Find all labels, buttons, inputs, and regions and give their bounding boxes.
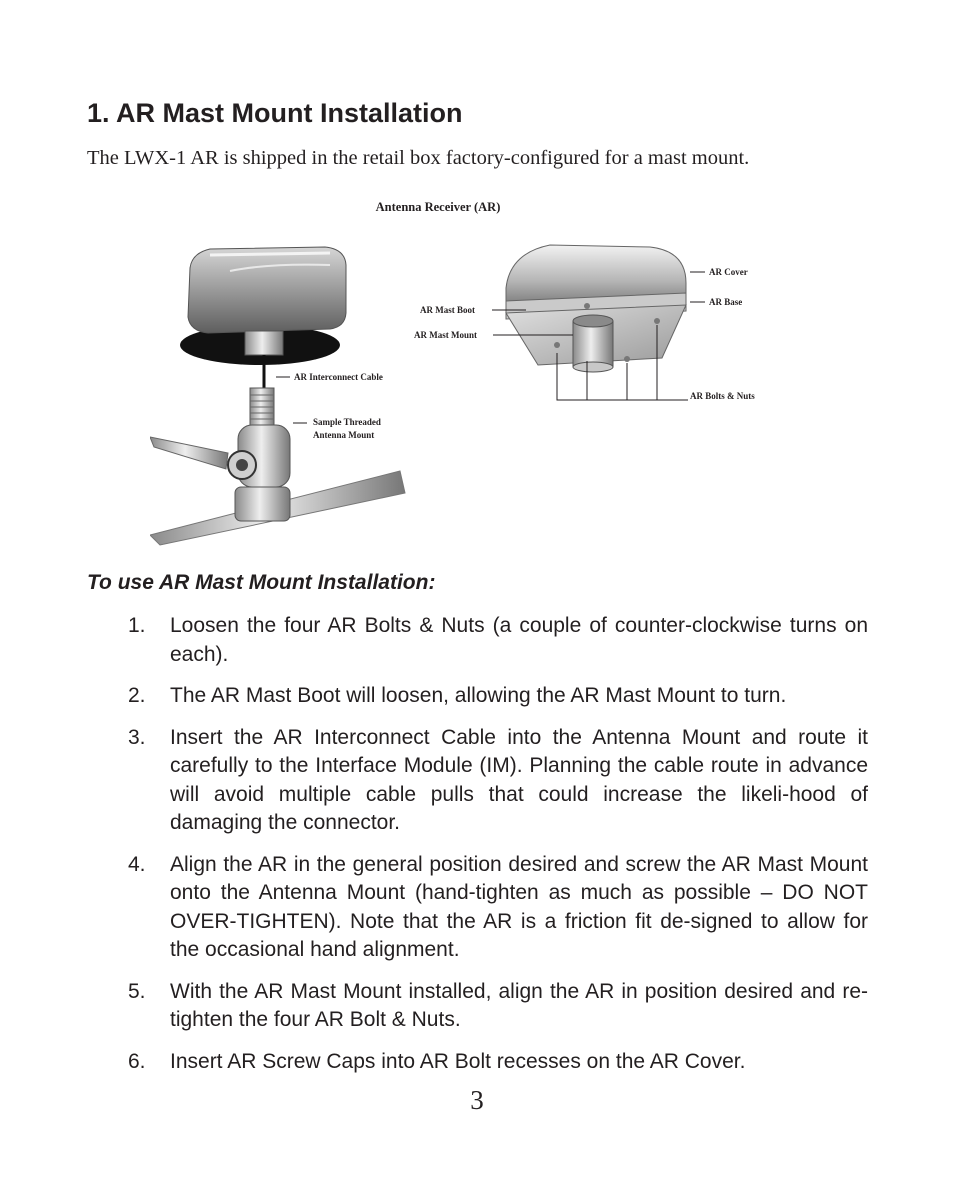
step-number: 4. [128, 852, 146, 876]
installation-steps [120, 612, 868, 1089]
instructions-subheading: To use AR Mast Mount Installation: [87, 571, 436, 594]
label-threaded-mount-line1: Sample Threaded [313, 417, 381, 427]
intro-paragraph: The LWX-1 AR is shipped in the retail box factory-configured for a mast mount. [87, 147, 750, 169]
step-text: Loosen the four AR Bolts & Nuts (a couple of counter-clockwise turns on each). [170, 614, 868, 666]
list-item [120, 978, 868, 1035]
label-interconnect-cable: AR Interconnect Cable [294, 372, 383, 382]
ar-underside-illustration [506, 245, 686, 372]
step-number: 3. [128, 725, 146, 749]
label-threaded-mount-line2: Antenna Mount [313, 430, 375, 440]
label-bolts-nuts: AR Bolts & Nuts [690, 391, 755, 401]
label-mast-boot: AR Mast Boot [420, 305, 475, 315]
label-ar-cover: AR Cover [709, 267, 748, 277]
step-number: 2. [128, 684, 146, 707]
page-heading: 1. AR Mast Mount Installation [87, 98, 463, 128]
list-item [120, 1048, 868, 1077]
step-text: Insert AR Screw Caps into AR Bolt recesses on the AR Cover. [170, 1049, 746, 1073]
ar-mast-mounted-illustration [150, 247, 405, 545]
step-text: Insert the AR Interconnect Cable into the Antenna Mount and route it carefully to the Interface Module (IM). Planning the cable route in advance will avoid multiple cable pulls that could increase the likeli-hood of damaging the connector. [170, 725, 868, 834]
step-number: 5. [128, 979, 146, 1003]
list-item [120, 724, 868, 838]
list-item [120, 612, 868, 669]
list-item [120, 851, 868, 965]
page-number: 3 [470, 1085, 484, 1115]
label-ar-base: AR Base [709, 297, 743, 307]
step-text: With the AR Mast Mount installed, align the AR in position desired and re-tighten the four AR Bolt & Nuts. [170, 979, 868, 1031]
figure-title: Antenna Receiver (AR) [375, 200, 501, 214]
step-number: 6. [128, 1049, 146, 1073]
step-text: The AR Mast Boot will loosen, allowing the AR Mast Mount to turn. [170, 684, 787, 707]
label-mast-mount: AR Mast Mount [414, 330, 477, 340]
step-number: 1. [128, 614, 146, 637]
antenna-receiver-figure [150, 193, 790, 548]
step-text: Align the AR in the general position desired and screw the AR Mast Mount onto the Antenna Mount (hand-tighten as much as possible – DO NOT OVER-TIGHTEN). Note that the AR is a friction fit de-signed to allow for the occasional hand alignment. [170, 852, 868, 961]
list-item [120, 682, 868, 711]
